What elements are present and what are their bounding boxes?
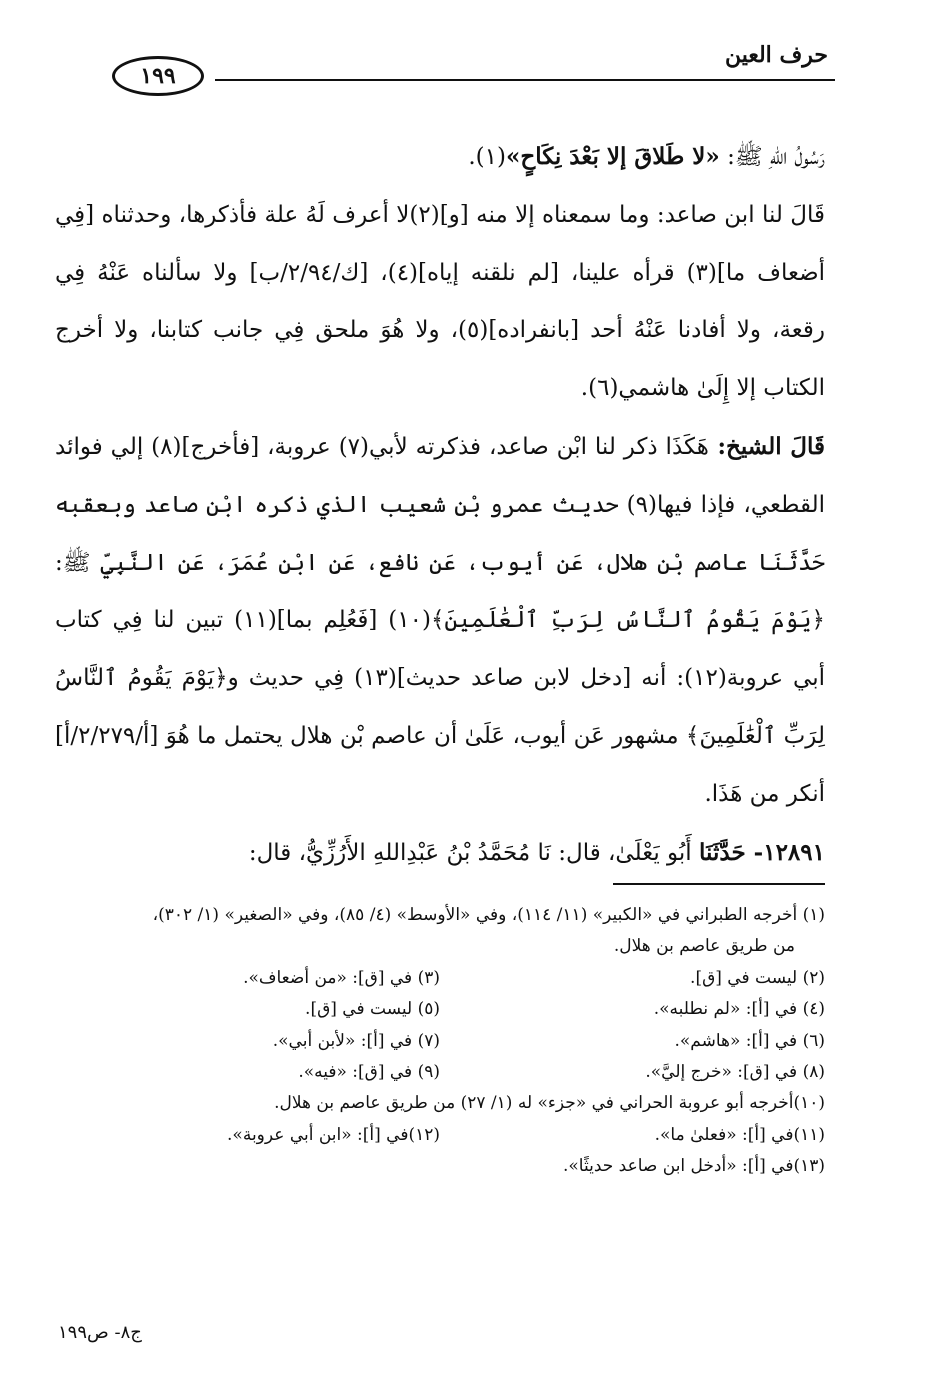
footnote-6: (٦) في [أ]: «هاشم». (674, 1030, 825, 1051)
footnote-1-continued: من طريق عاصم بن هلال. (613, 936, 795, 957)
footnote-9: (٩) في [ق]: «فيه». (298, 1062, 440, 1083)
footnote-7: (٧) في [أ]: «لأبن أبي». (272, 1030, 440, 1051)
footnotes (55, 900, 825, 1183)
footnote-13: (١٣)في [أ]: «أدخل ابن صاعد حديثًا». (562, 1156, 825, 1177)
sheikh-lead: قَالَ الشيخ: (708, 432, 826, 460)
paragraph-hadith-12891 (55, 824, 825, 883)
paragraph-ibn-saed: قَالَ لنا ابن صاعد: وما سمعناه إلا منه [و](٢)لا أعرف لَهُ علة فأذكرها، وحدثناه [فِي أضعاف ما](٣) قرأه علينا، [لم نلقنه إياه](٤)، [ك/٢/٩٤/ب] ولا سألناه عَنْهُ فِي رقعة، ولا أفادنا عَنْهُ أحد [بانفراده](٥)، ولا هُوَ ملحق فِي جانب كتابنا، ولا أخرج الكتاب إلا إِلَىٰ هاشمي(٦). (55, 201, 825, 402)
footnote-5: (٥) ليست في [ق]. (305, 999, 440, 1020)
footnote-12: (١٢)في [أ]: «ابن أبي عروبة». (227, 1124, 440, 1145)
page-number-badge (112, 56, 204, 96)
footnote-row (55, 963, 825, 994)
paragraph-hadith-end (55, 128, 825, 187)
running-title: حرف العين (724, 42, 828, 68)
footnote-rule (613, 883, 825, 885)
footnote-1: (١) أخرجه الطبراني في «الكبير» (١١/ ١١٤)، وفي «الأوسط» (٤/ ٨٥)، وفي «الصغير» (١/ ٣٠٢)، (152, 905, 825, 925)
hadith-prefix: رَسُولُ اللهِ ﷺ: (719, 144, 825, 170)
footnote-11: (١١)في [أ]: «فعلىٰ ما». (654, 1124, 825, 1145)
sheikh-text: هَكَذَا ذكر لنا ابْن صاعد، فذكرته لأبي(٧) عروبة، [فأخرج](٨) إلي فوائد القطعي، فإذا فيها(٩) حديث عمرو بْن شعيب الذي ذكره ابْن صاعد وبعقبه حَدَّثَنَا عاصم بْن هلال، عَن أيوب، عَن نافع، عَنِ ابْنِ عُمَرَ، عَنِ النَّبِيِّ ﷺ: ﴿يَوْمَ يَقُومُ ٱلنَّاسُ لِرَبِّ ٱلْعَٰلَمِينَ﴾(١٠) [فَعُلِم بما](١١) تبين لنا فِي كتاب أبي عروبة(١٢): أنه [دخل لابن صاعد حديث](١٣) فِي حديث و﴿يَوْمَ يَقُومُ ٱلنَّاسُ لِرَبِّ ٱلْعَٰلَمِينَ﴾ مشهور عَن أيوب، عَلَىٰ أن عاصم بْن هلال يحتمل ما هُوَ [أ/٢/٢٧٩/أ] أنكر من هَذَا. (55, 433, 826, 807)
volume-page-reference: ج٨- ص١٩٩ (58, 1322, 142, 1343)
footnote-row (55, 994, 825, 1025)
footnote-4: (٤) في [أ]: «لم نطلبه». (653, 999, 825, 1020)
footnote-3: (٣) في [ق]: «من أضعاف». (243, 967, 440, 988)
footnote-8: (٨) في [ق]: «خرج إليَّ». (645, 1062, 825, 1083)
paragraph-sheikh (55, 418, 825, 824)
footnote-row (55, 1057, 825, 1088)
footnote-2: (٢) ليست في [ق]. (690, 967, 825, 988)
hadith-number: ١٢٨٩١- (745, 838, 825, 866)
footnote-row (55, 1026, 825, 1057)
header-rule (215, 79, 835, 81)
hadith-suffix: (١). (468, 144, 506, 170)
footnote-row (55, 1120, 825, 1151)
footnote-10: (١٠)أخرجه أبو عروبة الحراني في «جزء» له (١/ ٢٧) من طريق عاصم بن هلال. (274, 1093, 825, 1114)
hadith-chain: أَبُو يَعْلَىٰ، قال: نَا مُحَمَّدُ بْنُ عَبْدِاللهِ الأَرُزِّيُّ، قال: (248, 839, 700, 866)
hadith-quote: «لا طَلاقَ إلا بَعْدَ نِكَاحٍ» (505, 143, 720, 170)
hadith-lead: حَدَّثَنَا (699, 838, 746, 866)
page-number: ١٩٩ (140, 63, 176, 89)
main-text (55, 128, 825, 882)
